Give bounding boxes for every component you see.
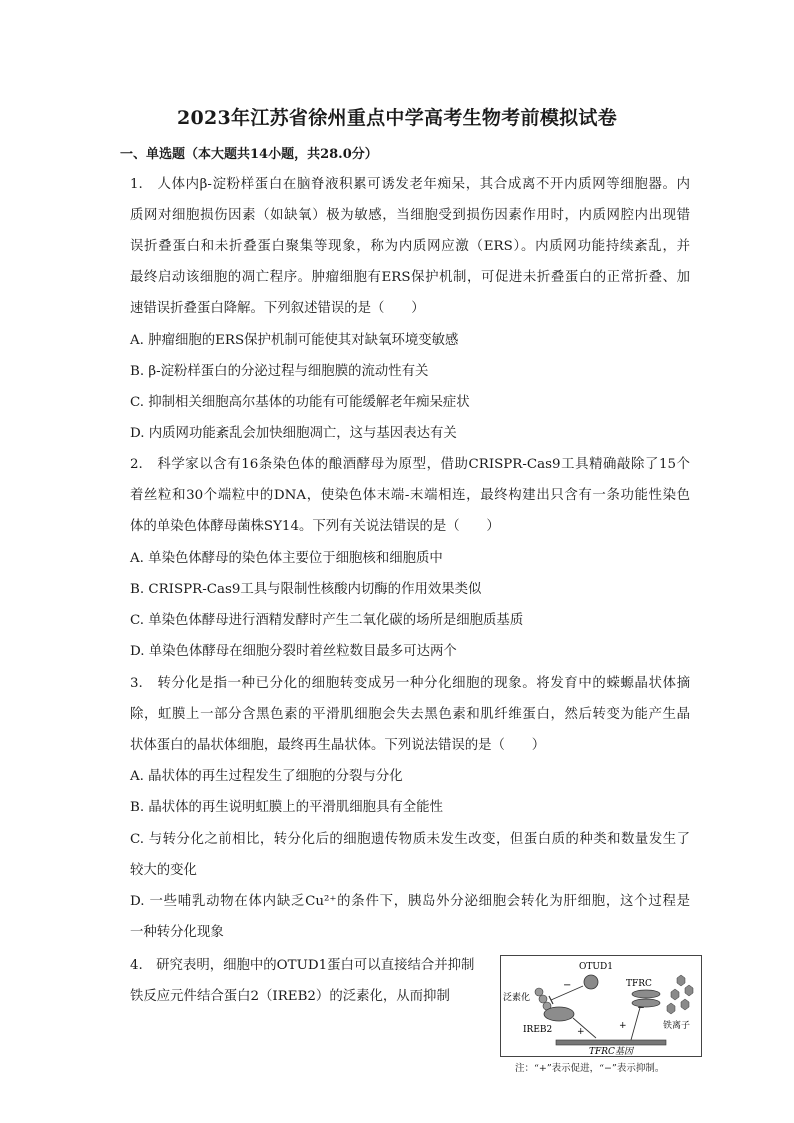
- section-heading: 一、单选题（本大题共14小题，共28.0分）: [120, 147, 378, 162]
- q2-stem-line: 体的单染色体酵母菌株SY14。下列有关说法错误的是（ ）: [130, 519, 500, 534]
- q1-stem-line: 1. 人体内β-淀粉样蛋白在脑脊液积累可诱发老年痴呆，其合成离不开内质网等细胞器。内: [130, 177, 690, 192]
- pathway-diagram: [501, 956, 701, 1056]
- q2-option-b: B. CRISPR-Cas9工具与限制性核酸内切酶的作用效果类似: [130, 582, 482, 597]
- ubiquitin-ball: [539, 995, 547, 1003]
- q2-stem-line: 2. 科学家以含有16条染色体的酿酒酵母为原型，借助CRISPR-Cas9工具精确敲除了15个: [130, 457, 690, 472]
- q3-stem-line: 3. 转分化是指一种已分化的细胞转变成另一种分化细胞的现象。将发育中的蝾螈晶状体摘: [130, 676, 690, 691]
- q3-stem-line: 状体蛋白的晶状体细胞，最终再生晶状体。下列说法错误的是（ ）: [130, 738, 546, 753]
- ubiquitin-ball: [535, 988, 543, 996]
- q2-option-c: C. 单染色体酵母进行酒精发酵时产生二氧化碳的场所是细胞质基质: [130, 613, 524, 628]
- q3-option-c: C. 与转分化之前相比，转分化后的细胞遗传物质未发生改变，但蛋白质的种类和数量发生了: [130, 832, 690, 847]
- q1-option-c: C. 抑制相关细胞高尔基体的功能有可能缓解老年痴呆症状: [130, 395, 470, 410]
- promote-arrow: [631, 1004, 641, 1040]
- ireb2-protein: [544, 1007, 574, 1021]
- figure-note: 注：“+”表示促进，“−”表示抑制。: [515, 1063, 665, 1074]
- tfrc-protein: [632, 999, 660, 1007]
- q3-option-d-cont: 一种转分化现象: [130, 925, 224, 940]
- q4-stem-line: 4. 研究表明，细胞中的OTUD1蛋白可以直接结合并抑制: [130, 958, 475, 973]
- pathway-figure: [500, 955, 702, 1057]
- tfrc-protein: [632, 990, 660, 998]
- iron-label: 铁离子: [663, 1021, 691, 1031]
- q3-option-b: B. 晶状体的再生说明虹膜上的平滑肌细胞具有全能性: [130, 800, 443, 815]
- q1-option-d: D. 内质网功能紊乱会加快细胞凋亡，这与基因表达有关: [130, 426, 457, 441]
- iron-ion: [671, 989, 679, 1000]
- q2-stem-line: 着丝粒和30个端粒中的DNA，使染色体末端-末端相连，最终构建出只含有一条功能性染色: [130, 488, 690, 503]
- plus-sign: +: [619, 1021, 627, 1031]
- page-title: 2023年江苏省徐州重点中学高考生物考前模拟试卷: [176, 107, 618, 129]
- minus-sign: −: [563, 980, 572, 991]
- tfrc-gene-bar: [556, 1040, 666, 1045]
- gene-label: TFRC基因: [589, 1047, 633, 1056]
- otud1-protein: [584, 975, 598, 989]
- otud1-label: OTUD1: [579, 962, 613, 972]
- plus-sign: +: [577, 1027, 585, 1037]
- q3-stem-line: 除，虹膜上一部分含黑色素的平滑肌细胞会失去黑色素和肌纤维蛋白，然后转变为能产生晶: [130, 707, 690, 722]
- iron-ion: [667, 1003, 675, 1014]
- q1-stem-line: 误折叠蛋白和未折叠蛋白聚集等现象，称为内质网应激（ERS）。内质网功能持续紊乱，并: [130, 239, 690, 254]
- q1-stem-line: 质网对细胞损伤因素（如缺氧）极为敏感，当细胞受到损伤因素作用时，内质网腔内出现错: [130, 208, 690, 223]
- q1-stem-line: 最终启动该细胞的凋亡程序。肿瘤细胞有ERS保护机制，可促进未折叠蛋白的正常折叠、加: [130, 270, 690, 285]
- q2-option-a: A. 单染色体酵母的染色体主要位于细胞核和细胞质中: [130, 551, 443, 566]
- q1-option-b: B. β-淀粉样蛋白的分泌过程与细胞膜的流动性有关: [130, 364, 429, 379]
- q3-option-d: D. 一些哺乳动物在体内缺乏Cu²⁺的条件下，胰岛外分泌细胞会转化为肝细胞，这个过程是: [130, 894, 690, 909]
- q1-stem-line: 速错误折叠蛋白降解。下列叙述错误的是（ ）: [130, 301, 425, 316]
- q1-option-a: A. 肿瘤细胞的ERS保护机制可能使其对缺氧环境变敏感: [130, 333, 459, 348]
- ubiquitin-label: 泛素化: [503, 993, 531, 1003]
- q3-option-a: A. 晶状体的再生过程发生了细胞的分裂与分化: [130, 769, 403, 784]
- iron-ion: [685, 985, 693, 996]
- iron-ion: [681, 999, 689, 1010]
- q4-stem-line: 铁反应元件结合蛋白2（IREB2）的泛素化，从而抑制: [130, 989, 450, 1004]
- q2-option-d: D. 单染色体酵母在细胞分裂时着丝粒数目最多可达两个: [130, 644, 457, 659]
- iron-ion: [677, 975, 685, 986]
- tfrc-label: TFRC: [626, 979, 652, 989]
- q3-option-c-cont: 较大的变化: [130, 863, 197, 878]
- ireb2-label: IREB2: [523, 1025, 553, 1035]
